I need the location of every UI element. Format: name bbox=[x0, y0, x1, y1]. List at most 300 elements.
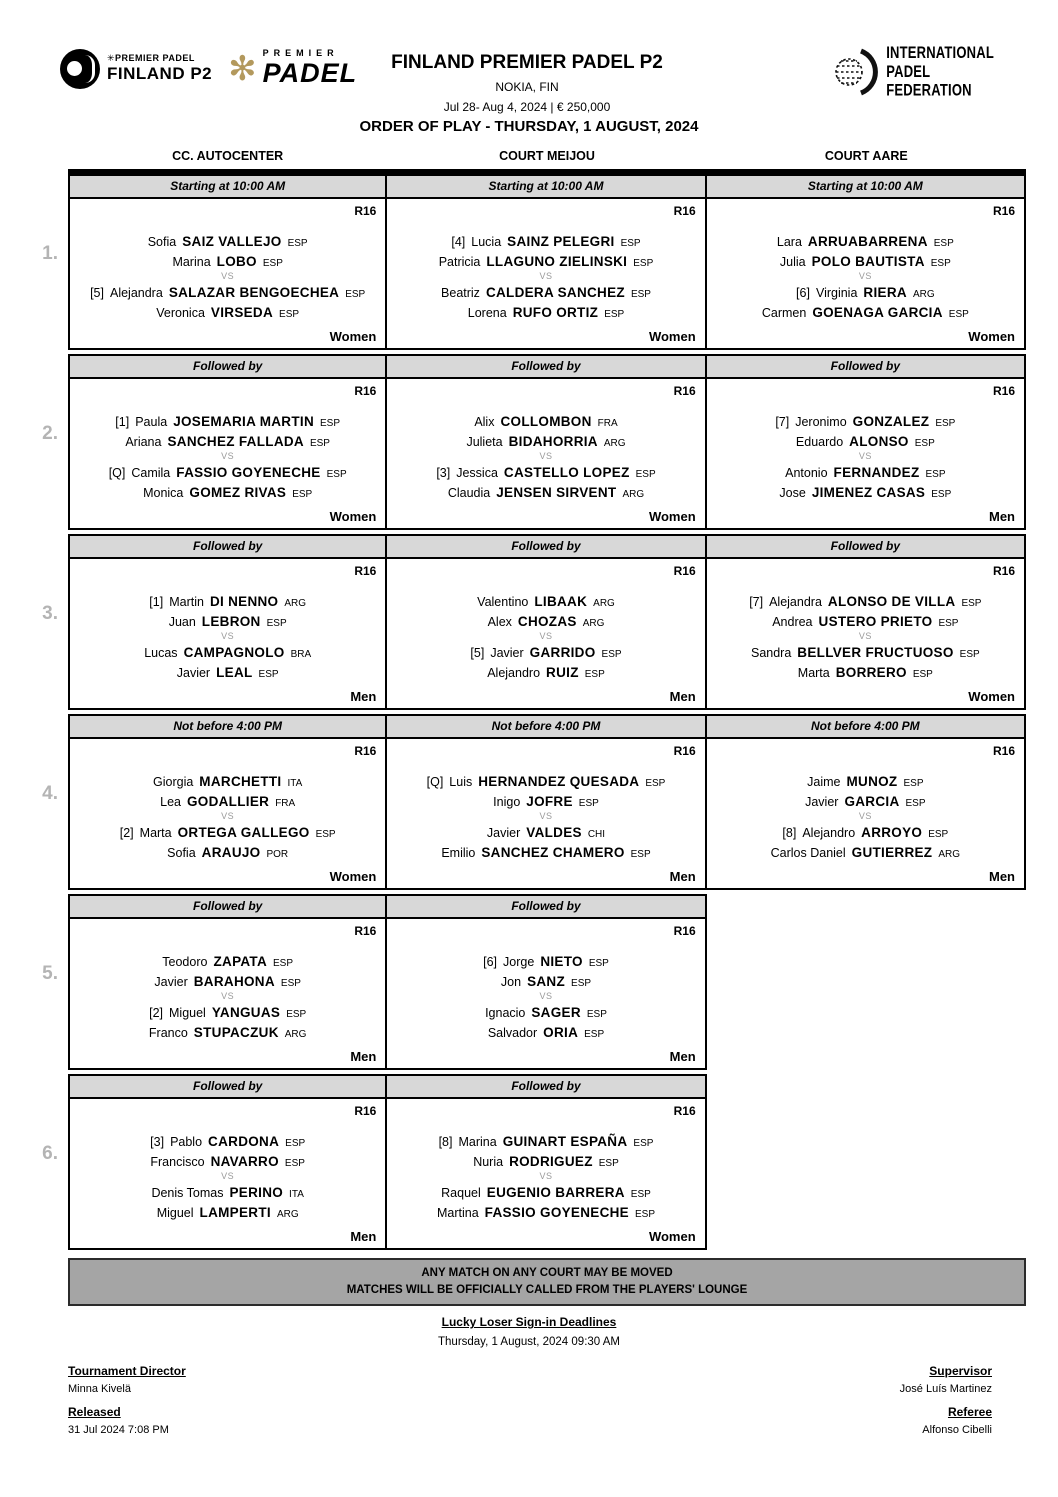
player bbox=[125, 434, 330, 449]
player-country: ESP bbox=[935, 417, 956, 429]
row-number: 6. bbox=[42, 1143, 58, 1164]
player bbox=[441, 1185, 651, 1200]
player-first-name: Javier bbox=[154, 974, 188, 989]
vs-label: VS bbox=[221, 271, 235, 281]
player bbox=[160, 794, 295, 809]
player-first-name: Emilio bbox=[441, 845, 476, 860]
match-cell bbox=[68, 1074, 387, 1250]
ipf-line1: INTERNATIONAL bbox=[886, 42, 994, 62]
time-slot-header: Followed by bbox=[70, 356, 385, 379]
player-last-name: MUNOZ bbox=[846, 773, 898, 789]
player-last-name: BIDAHORRIA bbox=[508, 433, 598, 449]
match-cell bbox=[68, 354, 387, 530]
row-number: 2. bbox=[42, 423, 58, 444]
player bbox=[779, 485, 951, 500]
player-first-name: Claudia bbox=[447, 485, 491, 500]
round-label: R16 bbox=[673, 564, 696, 578]
teams bbox=[387, 919, 704, 1068]
player-first-name: Sofia bbox=[167, 845, 196, 860]
player-last-name: YANGUAS bbox=[211, 1004, 281, 1020]
player-last-name: LLAGUNO ZIELINSKI bbox=[486, 253, 628, 269]
schedule-table bbox=[0, 169, 1026, 1250]
time-slot-header: Followed by bbox=[387, 1076, 704, 1099]
player-first-name: Alejandra bbox=[109, 285, 163, 300]
player bbox=[151, 1185, 303, 1200]
player bbox=[483, 954, 609, 969]
player-country: ESP bbox=[604, 308, 625, 320]
supervisor-label: Supervisor bbox=[929, 1364, 992, 1379]
player-last-name: FASSIO GOYENECHE bbox=[176, 464, 321, 480]
schedule-row-5 bbox=[0, 894, 1026, 1070]
player-last-name: LAMPERTI bbox=[199, 1204, 271, 1220]
player bbox=[150, 1134, 305, 1149]
player bbox=[468, 305, 624, 320]
officials-right bbox=[900, 1364, 992, 1446]
schedule-row-3 bbox=[0, 534, 1026, 710]
match-cell bbox=[68, 714, 387, 890]
gender-label: Men bbox=[669, 1049, 696, 1064]
player-first-name: Carlos Daniel bbox=[770, 845, 846, 860]
finland-p2-logo-text bbox=[107, 53, 212, 84]
match-cell bbox=[707, 534, 1026, 710]
player-country: ESP bbox=[633, 1137, 654, 1149]
round-label: R16 bbox=[673, 384, 696, 398]
player-first-name: Eduardo bbox=[795, 434, 844, 449]
time-slot-header: Followed by bbox=[70, 1076, 385, 1099]
teams bbox=[70, 1099, 385, 1248]
player-first-name: Alejandro bbox=[802, 825, 856, 840]
player-country: ITA bbox=[289, 1188, 304, 1200]
gender-label: Men bbox=[669, 689, 696, 704]
player-last-name: SAIZ VALLEJO bbox=[182, 233, 282, 249]
player-last-name: GOENAGA GARCIA bbox=[812, 304, 943, 320]
referee-name: Alfonso Cibelli bbox=[922, 1424, 992, 1437]
vs-label: VS bbox=[539, 1171, 553, 1181]
player-first-name: Marta bbox=[797, 665, 830, 680]
player bbox=[762, 305, 969, 320]
round-label: R16 bbox=[673, 924, 696, 938]
player bbox=[149, 594, 306, 609]
round-label: R16 bbox=[354, 204, 377, 218]
match-box bbox=[70, 199, 385, 348]
player-last-name: ALONSO bbox=[849, 433, 909, 449]
vs-label: VS bbox=[539, 631, 553, 641]
player bbox=[149, 1005, 306, 1020]
match-box bbox=[387, 919, 704, 1068]
ipf-globe-icon bbox=[830, 48, 878, 96]
player-country: FRA bbox=[275, 797, 296, 809]
player bbox=[167, 845, 288, 860]
player-last-name: GODALLIER bbox=[186, 793, 270, 809]
player-country: ESP bbox=[925, 468, 946, 480]
player-country: ARG bbox=[582, 617, 605, 629]
player-country: ESP bbox=[326, 468, 347, 480]
player bbox=[771, 845, 960, 860]
match-box bbox=[387, 559, 704, 708]
player bbox=[749, 594, 981, 609]
player bbox=[487, 825, 605, 840]
player-last-name: HERNANDEZ QUESADA bbox=[478, 773, 640, 789]
player bbox=[488, 614, 605, 629]
player-last-name: LEBRON bbox=[201, 613, 261, 629]
player-first-name: Ariana bbox=[125, 434, 162, 449]
released-datetime: 31 Jul 2024 7:08 PM bbox=[68, 1424, 169, 1437]
player-country: ESP bbox=[620, 237, 641, 249]
player-seed: [1] bbox=[149, 594, 164, 609]
gender-label: Men bbox=[350, 1229, 377, 1244]
player-last-name: LEAL bbox=[216, 664, 253, 680]
player-country: ARG bbox=[593, 597, 615, 609]
round-label: R16 bbox=[992, 744, 1015, 758]
time-slot-header: Not before 4:00 PM bbox=[70, 716, 385, 739]
empty-cell bbox=[707, 1074, 1026, 1250]
vs-label: VS bbox=[221, 811, 235, 821]
player-country: ARG bbox=[276, 1208, 299, 1220]
player-first-name: Alejandra bbox=[769, 594, 822, 609]
player-seed: [8] bbox=[782, 825, 797, 840]
time-slot-header: Not before 4:00 PM bbox=[387, 716, 704, 739]
match-box bbox=[387, 379, 704, 528]
player-last-name: VIRSEDA bbox=[210, 304, 274, 320]
match-box bbox=[707, 739, 1024, 888]
teams bbox=[70, 739, 385, 888]
player bbox=[796, 434, 935, 449]
teams bbox=[70, 559, 385, 708]
player-first-name: Javier bbox=[490, 645, 524, 660]
player-country: ESP bbox=[938, 617, 959, 629]
player-last-name: ARAUJO bbox=[201, 844, 261, 860]
player bbox=[109, 465, 347, 480]
gender-label: Women bbox=[329, 869, 377, 884]
player-country: ESP bbox=[633, 257, 654, 269]
vs-label: VS bbox=[858, 631, 872, 641]
player-first-name: Ignacio bbox=[485, 1005, 526, 1020]
player bbox=[796, 285, 935, 300]
player-country: ESP bbox=[903, 777, 924, 789]
gender-label: Men bbox=[669, 869, 696, 884]
teams bbox=[387, 199, 704, 348]
player-seed: [7] bbox=[775, 414, 790, 429]
match-box bbox=[70, 1099, 385, 1248]
player bbox=[157, 1205, 299, 1220]
gender-label: Women bbox=[329, 509, 377, 524]
player-country: CHI bbox=[587, 828, 606, 840]
player bbox=[148, 234, 308, 249]
player-country: FRA bbox=[597, 417, 618, 429]
match-box bbox=[70, 919, 385, 1068]
player-first-name: Javier bbox=[805, 794, 839, 809]
player bbox=[772, 614, 958, 629]
player-last-name: BORRERO bbox=[835, 664, 907, 680]
player-last-name: GUTIERREZ bbox=[851, 844, 933, 860]
match-box bbox=[387, 739, 704, 888]
round-label: R16 bbox=[354, 564, 377, 578]
player-first-name: Juan bbox=[168, 614, 196, 629]
match-cell bbox=[707, 714, 1026, 890]
player-first-name: Sofia bbox=[147, 234, 177, 249]
ipf-logo bbox=[830, 42, 994, 99]
player-last-name: GARCIA bbox=[844, 793, 900, 809]
player-last-name: VALDES bbox=[526, 824, 582, 840]
player-last-name: SANCHEZ CHAMERO bbox=[481, 844, 625, 860]
teams bbox=[387, 559, 704, 708]
player-seed: [5] bbox=[90, 285, 104, 300]
player-country: ESP bbox=[912, 668, 933, 680]
time-slot-header: Starting at 10:00 AM bbox=[70, 176, 385, 199]
vs-label: VS bbox=[539, 271, 553, 281]
player-last-name: BELLVER FRUCTUOSO bbox=[797, 644, 954, 660]
premier-padel-logo bbox=[228, 48, 357, 89]
player bbox=[156, 305, 299, 320]
event-title: FINLAND PREMIER PADEL P2 bbox=[391, 52, 663, 73]
teams bbox=[70, 199, 385, 348]
player-country: ESP bbox=[292, 488, 313, 500]
vs-label: VS bbox=[539, 991, 553, 1001]
player bbox=[172, 254, 282, 269]
player bbox=[143, 485, 312, 500]
player-country: ESP bbox=[258, 668, 279, 680]
player-last-name: JOSEMARIA MARTIN bbox=[173, 413, 314, 429]
player bbox=[485, 1005, 607, 1020]
player-country: ESP bbox=[601, 648, 622, 660]
ipf-logo-text bbox=[886, 44, 994, 100]
event-title-block bbox=[391, 48, 663, 114]
player-first-name: Salvador bbox=[487, 1025, 538, 1040]
player-first-name: Lara bbox=[776, 234, 802, 249]
round-label: R16 bbox=[673, 204, 696, 218]
player-last-name: RUFO ORTIZ bbox=[512, 304, 599, 320]
player-last-name: LOBO bbox=[216, 253, 257, 269]
player-last-name: STUPACZUK bbox=[193, 1024, 279, 1040]
player bbox=[488, 1025, 604, 1040]
time-slot-header: Followed by bbox=[387, 356, 704, 379]
player-country: ARG bbox=[284, 597, 307, 609]
player-country: ESP bbox=[645, 777, 666, 789]
player-country: ESP bbox=[905, 797, 926, 809]
round-label: R16 bbox=[992, 204, 1015, 218]
referee-label: Referee bbox=[947, 1405, 992, 1420]
player-seed: [Q] bbox=[108, 465, 126, 480]
player-seed: [8] bbox=[438, 1134, 453, 1149]
player-last-name: ORIA bbox=[543, 1024, 579, 1040]
player-first-name: Andrea bbox=[772, 614, 813, 629]
player bbox=[775, 414, 955, 429]
player-first-name: Alex bbox=[487, 614, 512, 629]
player bbox=[149, 1025, 307, 1040]
player-seed: [6] bbox=[796, 285, 810, 300]
player-seed: [2] bbox=[119, 825, 134, 840]
notice-box bbox=[68, 1258, 1026, 1306]
player-first-name: Alejandro bbox=[487, 665, 541, 680]
player bbox=[439, 254, 654, 269]
player-country: ESP bbox=[948, 308, 969, 320]
player-country: ESP bbox=[635, 1208, 656, 1220]
finland-p2-wordmark: FINLAND P2 bbox=[107, 64, 213, 83]
player-country: ESP bbox=[584, 1028, 605, 1040]
player-first-name: Marina bbox=[172, 254, 211, 269]
order-of-play-title: ORDER OF PLAY - THURSDAY, 1 AUGUST, 2024 bbox=[359, 118, 699, 135]
player-last-name: FASSIO GOYENECHE bbox=[484, 1204, 629, 1220]
player bbox=[115, 414, 340, 429]
player-country: ESP bbox=[578, 797, 599, 809]
court-header-aare: COURT AARE bbox=[824, 149, 908, 163]
player-country: ESP bbox=[635, 468, 656, 480]
player-seed: [2] bbox=[149, 1005, 163, 1020]
gender-label: Men bbox=[350, 1049, 377, 1064]
event-logos bbox=[60, 48, 391, 89]
player bbox=[493, 794, 599, 809]
player-country: ESP bbox=[320, 417, 341, 429]
teams bbox=[387, 739, 704, 888]
player-last-name: JIMENEZ CASAS bbox=[811, 484, 926, 500]
player-last-name: GOMEZ RIVAS bbox=[189, 484, 287, 500]
match-cell bbox=[387, 354, 706, 530]
player bbox=[798, 665, 933, 680]
player bbox=[437, 1205, 655, 1220]
player bbox=[162, 954, 293, 969]
round-label: R16 bbox=[354, 1104, 377, 1118]
player-first-name: Jon bbox=[500, 974, 522, 989]
teams bbox=[70, 919, 385, 1068]
player-country: ESP bbox=[584, 668, 605, 680]
player-last-name: ALONSO DE VILLA bbox=[827, 593, 956, 609]
player bbox=[150, 1154, 305, 1169]
match-box bbox=[387, 1099, 704, 1248]
player-last-name: USTERO PRIETO bbox=[818, 613, 933, 629]
player bbox=[777, 234, 954, 249]
player-first-name: Jorge bbox=[503, 954, 535, 969]
match-cell bbox=[387, 174, 706, 350]
player-last-name: SALAZAR BENGOECHEA bbox=[168, 284, 340, 300]
player-first-name: Julieta bbox=[466, 434, 503, 449]
premier-label: PREMIER bbox=[262, 48, 339, 58]
match-box bbox=[70, 739, 385, 888]
player-last-name: JENSEN SIRVENT bbox=[496, 484, 617, 500]
player-country: ARG bbox=[284, 1028, 307, 1040]
player-country: ESP bbox=[266, 617, 287, 629]
player-first-name: Valentino bbox=[477, 594, 529, 609]
player-country: ESP bbox=[309, 437, 330, 449]
time-slot-header: Followed by bbox=[387, 536, 704, 559]
player-seed: [6] bbox=[483, 954, 498, 969]
player-country: ESP bbox=[933, 237, 954, 249]
match-cell bbox=[387, 894, 706, 1070]
vs-label: VS bbox=[221, 451, 235, 461]
player-first-name: Lucia bbox=[471, 234, 502, 249]
player-first-name: Carmen bbox=[761, 305, 807, 320]
player-seed: [7] bbox=[749, 594, 764, 609]
player bbox=[807, 774, 923, 789]
court-header-autocenter: CC. AUTOCENTER bbox=[172, 149, 284, 163]
schedule-row-4 bbox=[0, 714, 1026, 890]
time-slot-header: Starting at 10:00 AM bbox=[387, 176, 704, 199]
match-cell bbox=[707, 354, 1026, 530]
vs-label: VS bbox=[221, 991, 235, 1001]
player bbox=[501, 974, 591, 989]
teams bbox=[387, 379, 704, 528]
player-first-name: Raquel bbox=[441, 1185, 481, 1200]
match-box bbox=[70, 379, 385, 528]
round-label: R16 bbox=[673, 1104, 696, 1118]
match-box bbox=[707, 379, 1024, 528]
player-first-name: Patricia bbox=[438, 254, 481, 269]
player-country: ESP bbox=[280, 977, 301, 989]
officials-left bbox=[68, 1364, 186, 1446]
player-country: ESP bbox=[287, 237, 308, 249]
player-last-name: RODRIGUEZ bbox=[509, 1153, 593, 1169]
player-country: POR bbox=[266, 848, 289, 860]
player-first-name: Camila bbox=[131, 465, 171, 480]
released-label: Released bbox=[68, 1405, 121, 1420]
player-first-name: Giorgia bbox=[153, 774, 194, 789]
schedule-row-1 bbox=[0, 174, 1026, 350]
round-label: R16 bbox=[354, 744, 377, 758]
player-country: ESP bbox=[262, 257, 283, 269]
player-last-name: SAINZ PELEGRI bbox=[507, 233, 615, 249]
player bbox=[441, 285, 651, 300]
row-number: 3. bbox=[42, 603, 58, 624]
time-slot-header: Followed by bbox=[70, 536, 385, 559]
player-last-name: BARAHONA bbox=[193, 973, 275, 989]
player bbox=[120, 825, 336, 840]
player-last-name: RUIZ bbox=[546, 664, 579, 680]
vs-label: VS bbox=[539, 451, 553, 461]
player-country: ESP bbox=[345, 288, 366, 300]
premier-padel-flower-icon: ✻ bbox=[228, 49, 257, 88]
notice-line1: ANY MATCH ON ANY COURT MAY BE MOVED bbox=[421, 1267, 673, 1279]
player-first-name: Miguel bbox=[156, 1205, 194, 1220]
row-number: 4. bbox=[42, 783, 58, 804]
player-country: ESP bbox=[928, 828, 949, 840]
vs-label: VS bbox=[858, 451, 872, 461]
player-first-name: Monica bbox=[143, 485, 184, 500]
player-last-name: DI NENNO bbox=[209, 593, 279, 609]
player-last-name: CHOZAS bbox=[517, 613, 577, 629]
player-country: ESP bbox=[284, 1157, 305, 1169]
player-first-name: Jaime bbox=[807, 774, 841, 789]
premier-padel-logo-text bbox=[263, 48, 358, 89]
player-last-name: GONZALEZ bbox=[852, 413, 930, 429]
tournament-director-label: Tournament Director bbox=[68, 1364, 186, 1379]
player-country: BRA bbox=[290, 648, 312, 660]
teams bbox=[707, 559, 1024, 708]
player-last-name: SANZ bbox=[527, 973, 566, 989]
schedule-row-6 bbox=[0, 1074, 1026, 1250]
player-first-name: Lea bbox=[160, 794, 181, 809]
player-country: ESP bbox=[279, 308, 300, 320]
player-seed: [1] bbox=[115, 414, 130, 429]
player-country: ESP bbox=[914, 437, 935, 449]
court-headers bbox=[0, 149, 1026, 163]
player-country: ESP bbox=[931, 488, 952, 500]
player-last-name: FERNANDEZ bbox=[833, 464, 920, 480]
round-label: R16 bbox=[992, 384, 1015, 398]
match-cell bbox=[68, 894, 387, 1070]
player-first-name: Alix bbox=[474, 414, 495, 429]
player-first-name: Paula bbox=[135, 414, 168, 429]
player-last-name: PERINO bbox=[229, 1184, 284, 1200]
player-seed: [4] bbox=[451, 234, 466, 249]
player-country: ARG bbox=[912, 288, 935, 300]
gender-label: Men bbox=[989, 869, 1015, 884]
player-first-name: Sandra bbox=[750, 645, 792, 660]
player-country: ESP bbox=[630, 288, 651, 300]
vs-label: VS bbox=[221, 631, 235, 641]
player-first-name: Nuria bbox=[473, 1154, 504, 1169]
event-location: NOKIA, FIN bbox=[495, 80, 559, 94]
player bbox=[169, 614, 287, 629]
player-first-name: Miguel bbox=[169, 1005, 206, 1020]
